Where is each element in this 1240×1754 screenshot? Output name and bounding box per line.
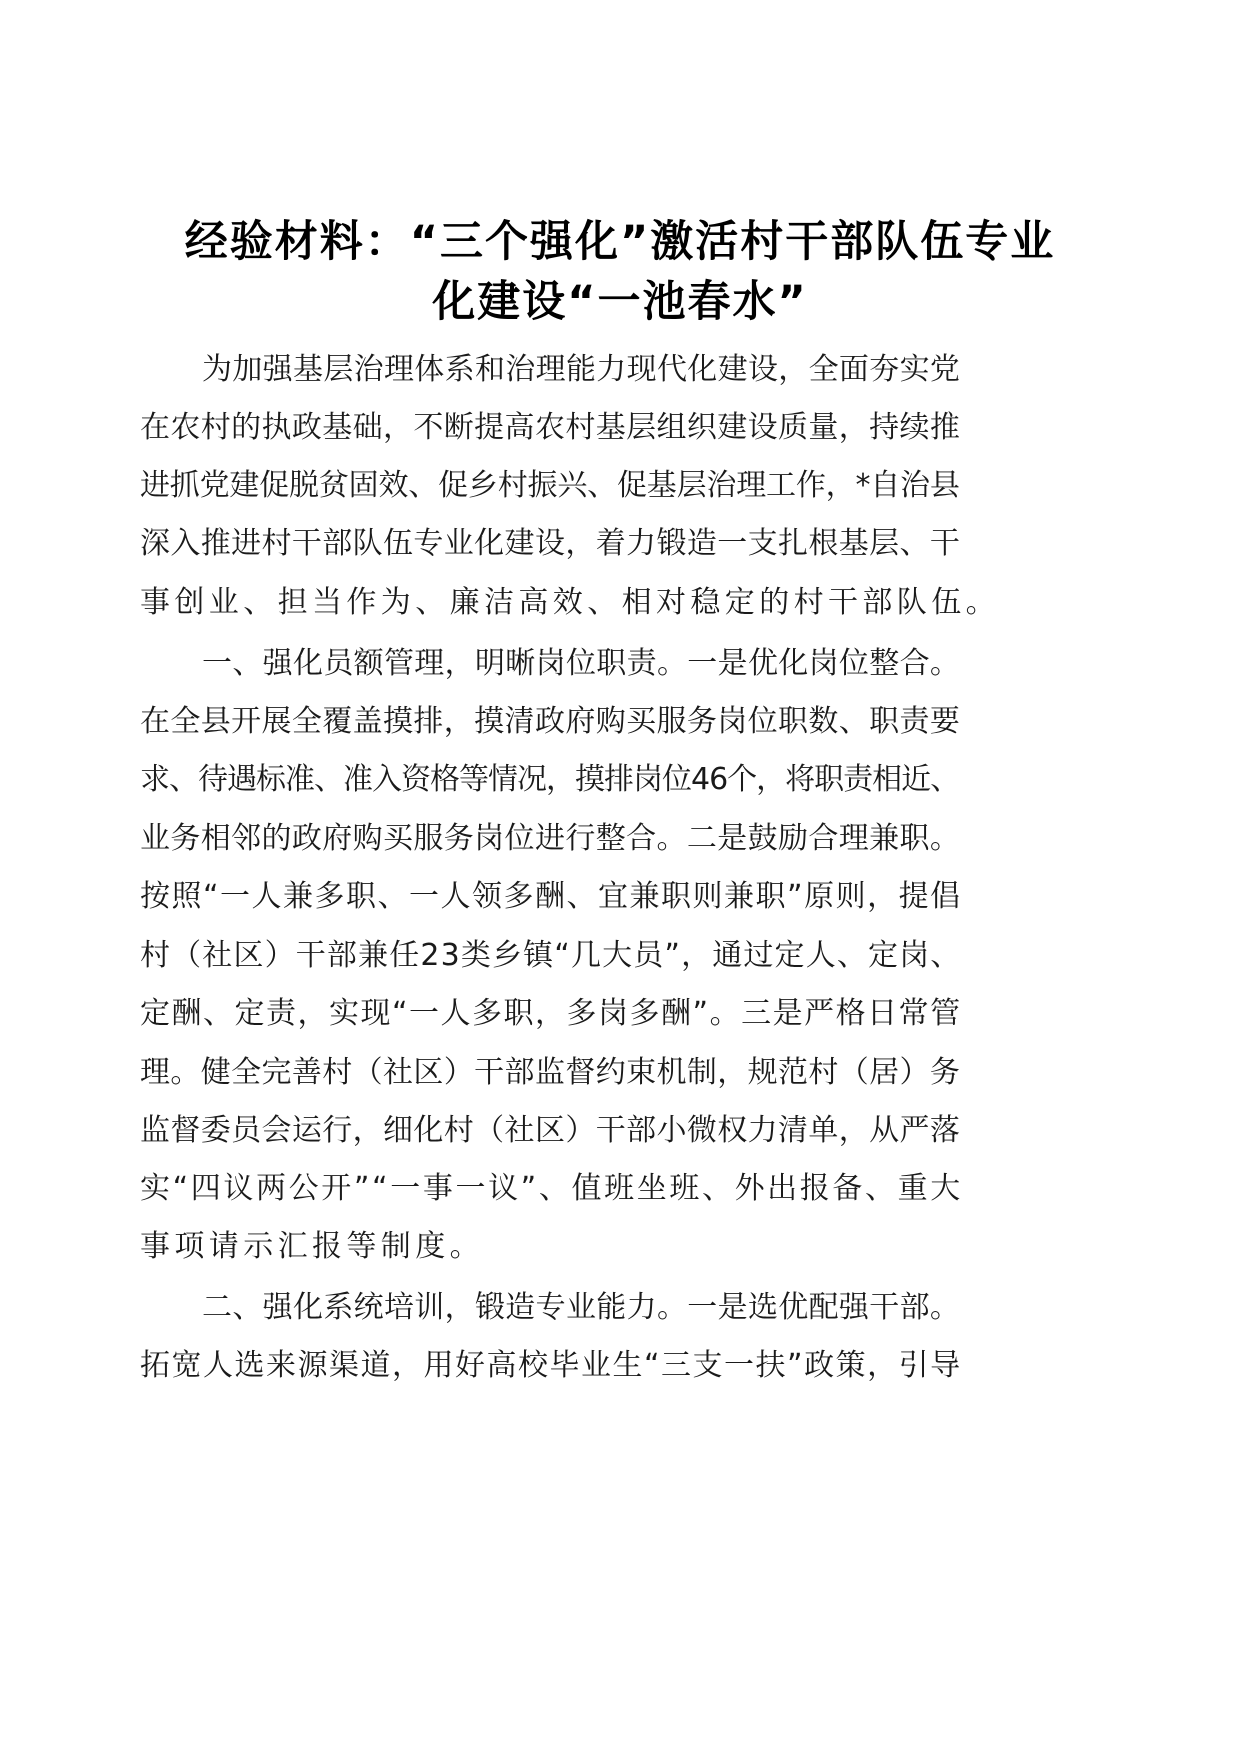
- text-line: 理。健全完善村（社区）干部监督约束机制，规范村（居）务: [140, 1055, 961, 1090]
- text-line: 一、强化员额管理，明晰岗位职责。一是优化岗位整合。: [202, 646, 961, 681]
- text-line: 按照“一人兼多职、一人领多酬、宜兼职则兼职”原则，提倡: [140, 879, 962, 914]
- text-line: 深入推进村干部队伍专业化建设，着力锻造一支扎根基层、干: [140, 526, 961, 561]
- text-line: 定酬、定责，实现“一人多职，多岗多酬”。三是严格日常管: [140, 996, 962, 1031]
- text-line: 实“四议两公开”“一事一议”、值班坐班、外出报备、重大: [140, 1171, 963, 1206]
- text-line: 二、强化系统培训，锻造专业能力。一是选优配强干部。: [202, 1290, 961, 1325]
- document-title-line-2: 化建设“一池春水”: [432, 277, 808, 327]
- text-line: 监督委员会运行，细化村（社区）干部小微权力清单，从严落: [140, 1113, 961, 1148]
- text-line: 在全县开展全覆盖摸排，摸清政府购买服务岗位职数、职责要: [140, 704, 961, 739]
- text-line: 进抓党建促脱贫固效、促乡村振兴、促基层治理工作，*自治县: [140, 468, 960, 503]
- text-line: 业务相邻的政府购买服务岗位进行整合。二是鼓励合理兼职。: [140, 821, 961, 856]
- text-line: 事项请示汇报等制度。: [140, 1229, 484, 1264]
- text-line: 事创业、担当作为、廉洁高效、相对稳定的村干部队伍。: [140, 585, 1000, 620]
- text-line: 村（社区）干部兼任23类乡镇“几大员”，通过定人、定岗、: [140, 938, 962, 973]
- document-title-line-1: 经验材料：“三个强化”激活村干部队伍专业: [184, 217, 1056, 267]
- text-line: 求、待遇标准、准入资格等情况，摸排岗位46个，将职责相近、: [140, 762, 960, 797]
- text-line: 为加强基层治理体系和治理能力现代化建设，全面夯实党: [202, 352, 961, 387]
- text-line: 在农村的执政基础，不断提高农村基层组织建设质量，持续推: [140, 410, 961, 445]
- text-line: 拓宽人选来源渠道，用好高校毕业生“三支一扶”政策，引导: [140, 1348, 962, 1383]
